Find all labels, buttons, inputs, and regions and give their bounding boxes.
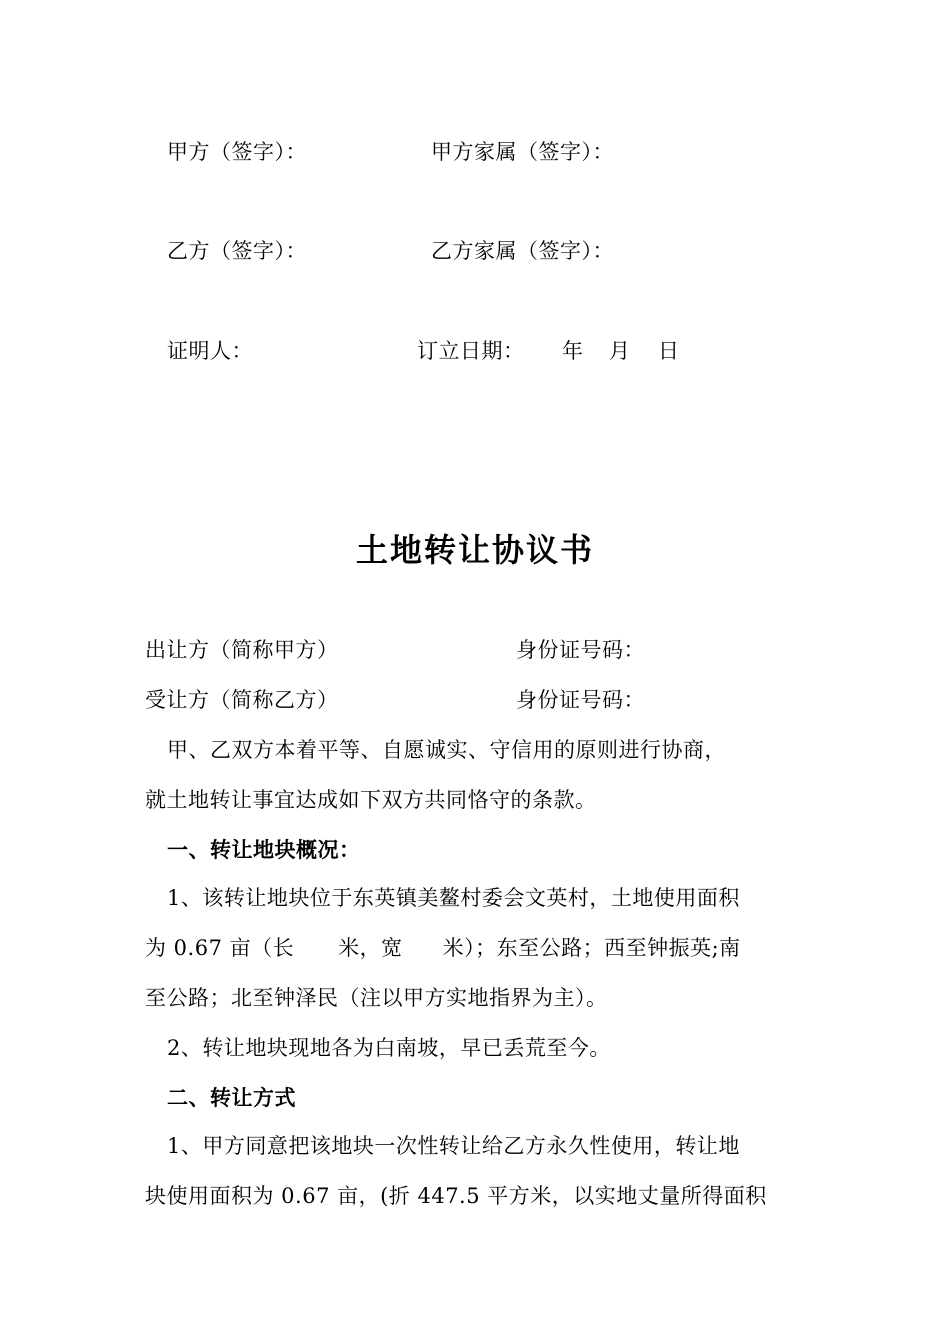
intro-paragraph-line-1: 甲、乙双方本着平等、自愿诚实、守信用的原则进行协商， <box>167 738 726 762</box>
section-2-item-1-line-1: 1、甲方同意把该地块一次性转让给乙方永久性使用，转让地 <box>167 1134 740 1158</box>
intro-paragraph-line-2: 就土地转让事宜达成如下双方共同恪守的条款。 <box>145 788 597 812</box>
sign-date-label: 订立日期： <box>417 339 525 363</box>
section-1-item-1-line-3: 至公路；北至钟泽民（注以甲方实地指界为主）。 <box>145 986 608 1010</box>
party-b-family-signature-label: 乙方家属（签字）： <box>431 239 614 263</box>
party-b-signature-label: 乙方（签字）： <box>167 239 307 263</box>
section-1-item-1-line-1: 1、该转让地块位于东英镇美鳌村委会文英村，土地使用面积 <box>167 886 740 910</box>
section-1-item-1-line-2 <box>145 934 741 962</box>
transferor-id-label: 身份证号码： <box>516 638 645 662</box>
sign-date-month: 月 <box>609 339 631 363</box>
party-a-signature-label: 甲方（签字）： <box>167 140 307 164</box>
sign-date-day: 日 <box>658 339 680 363</box>
section-2-item-1-line-2: 块使用面积为 0.67 亩，(折 447.5 平方米，以实地丈量所得面积 <box>145 1184 767 1208</box>
transferee-id-label: 身份证号码： <box>516 688 645 712</box>
sign-date-year: 年 <box>562 339 584 363</box>
plot-length-unit: 米，宽 <box>338 936 403 960</box>
section-2-heading: 二、转让方式 <box>167 1085 296 1110</box>
section-1-item-2: 2、转让地块现地各为白南坡，早已丢荒至今。 <box>167 1036 611 1060</box>
document-title: 土地转让协议书 <box>355 531 594 569</box>
plot-width-unit-and-boundaries: 米）；东至公路；西至钟振英;南 <box>442 936 741 960</box>
party-a-family-signature-label: 甲方家属（签字）： <box>431 140 614 164</box>
transferee-label: 受让方（简称乙方） <box>145 688 339 712</box>
witness-label: 证明人： <box>167 339 253 363</box>
transferor-label: 出让方（简称甲方） <box>145 638 339 662</box>
plot-area-text: 为 0.67 亩（长 <box>145 936 295 960</box>
section-1-heading: 一、转让地块概况： <box>167 837 361 862</box>
